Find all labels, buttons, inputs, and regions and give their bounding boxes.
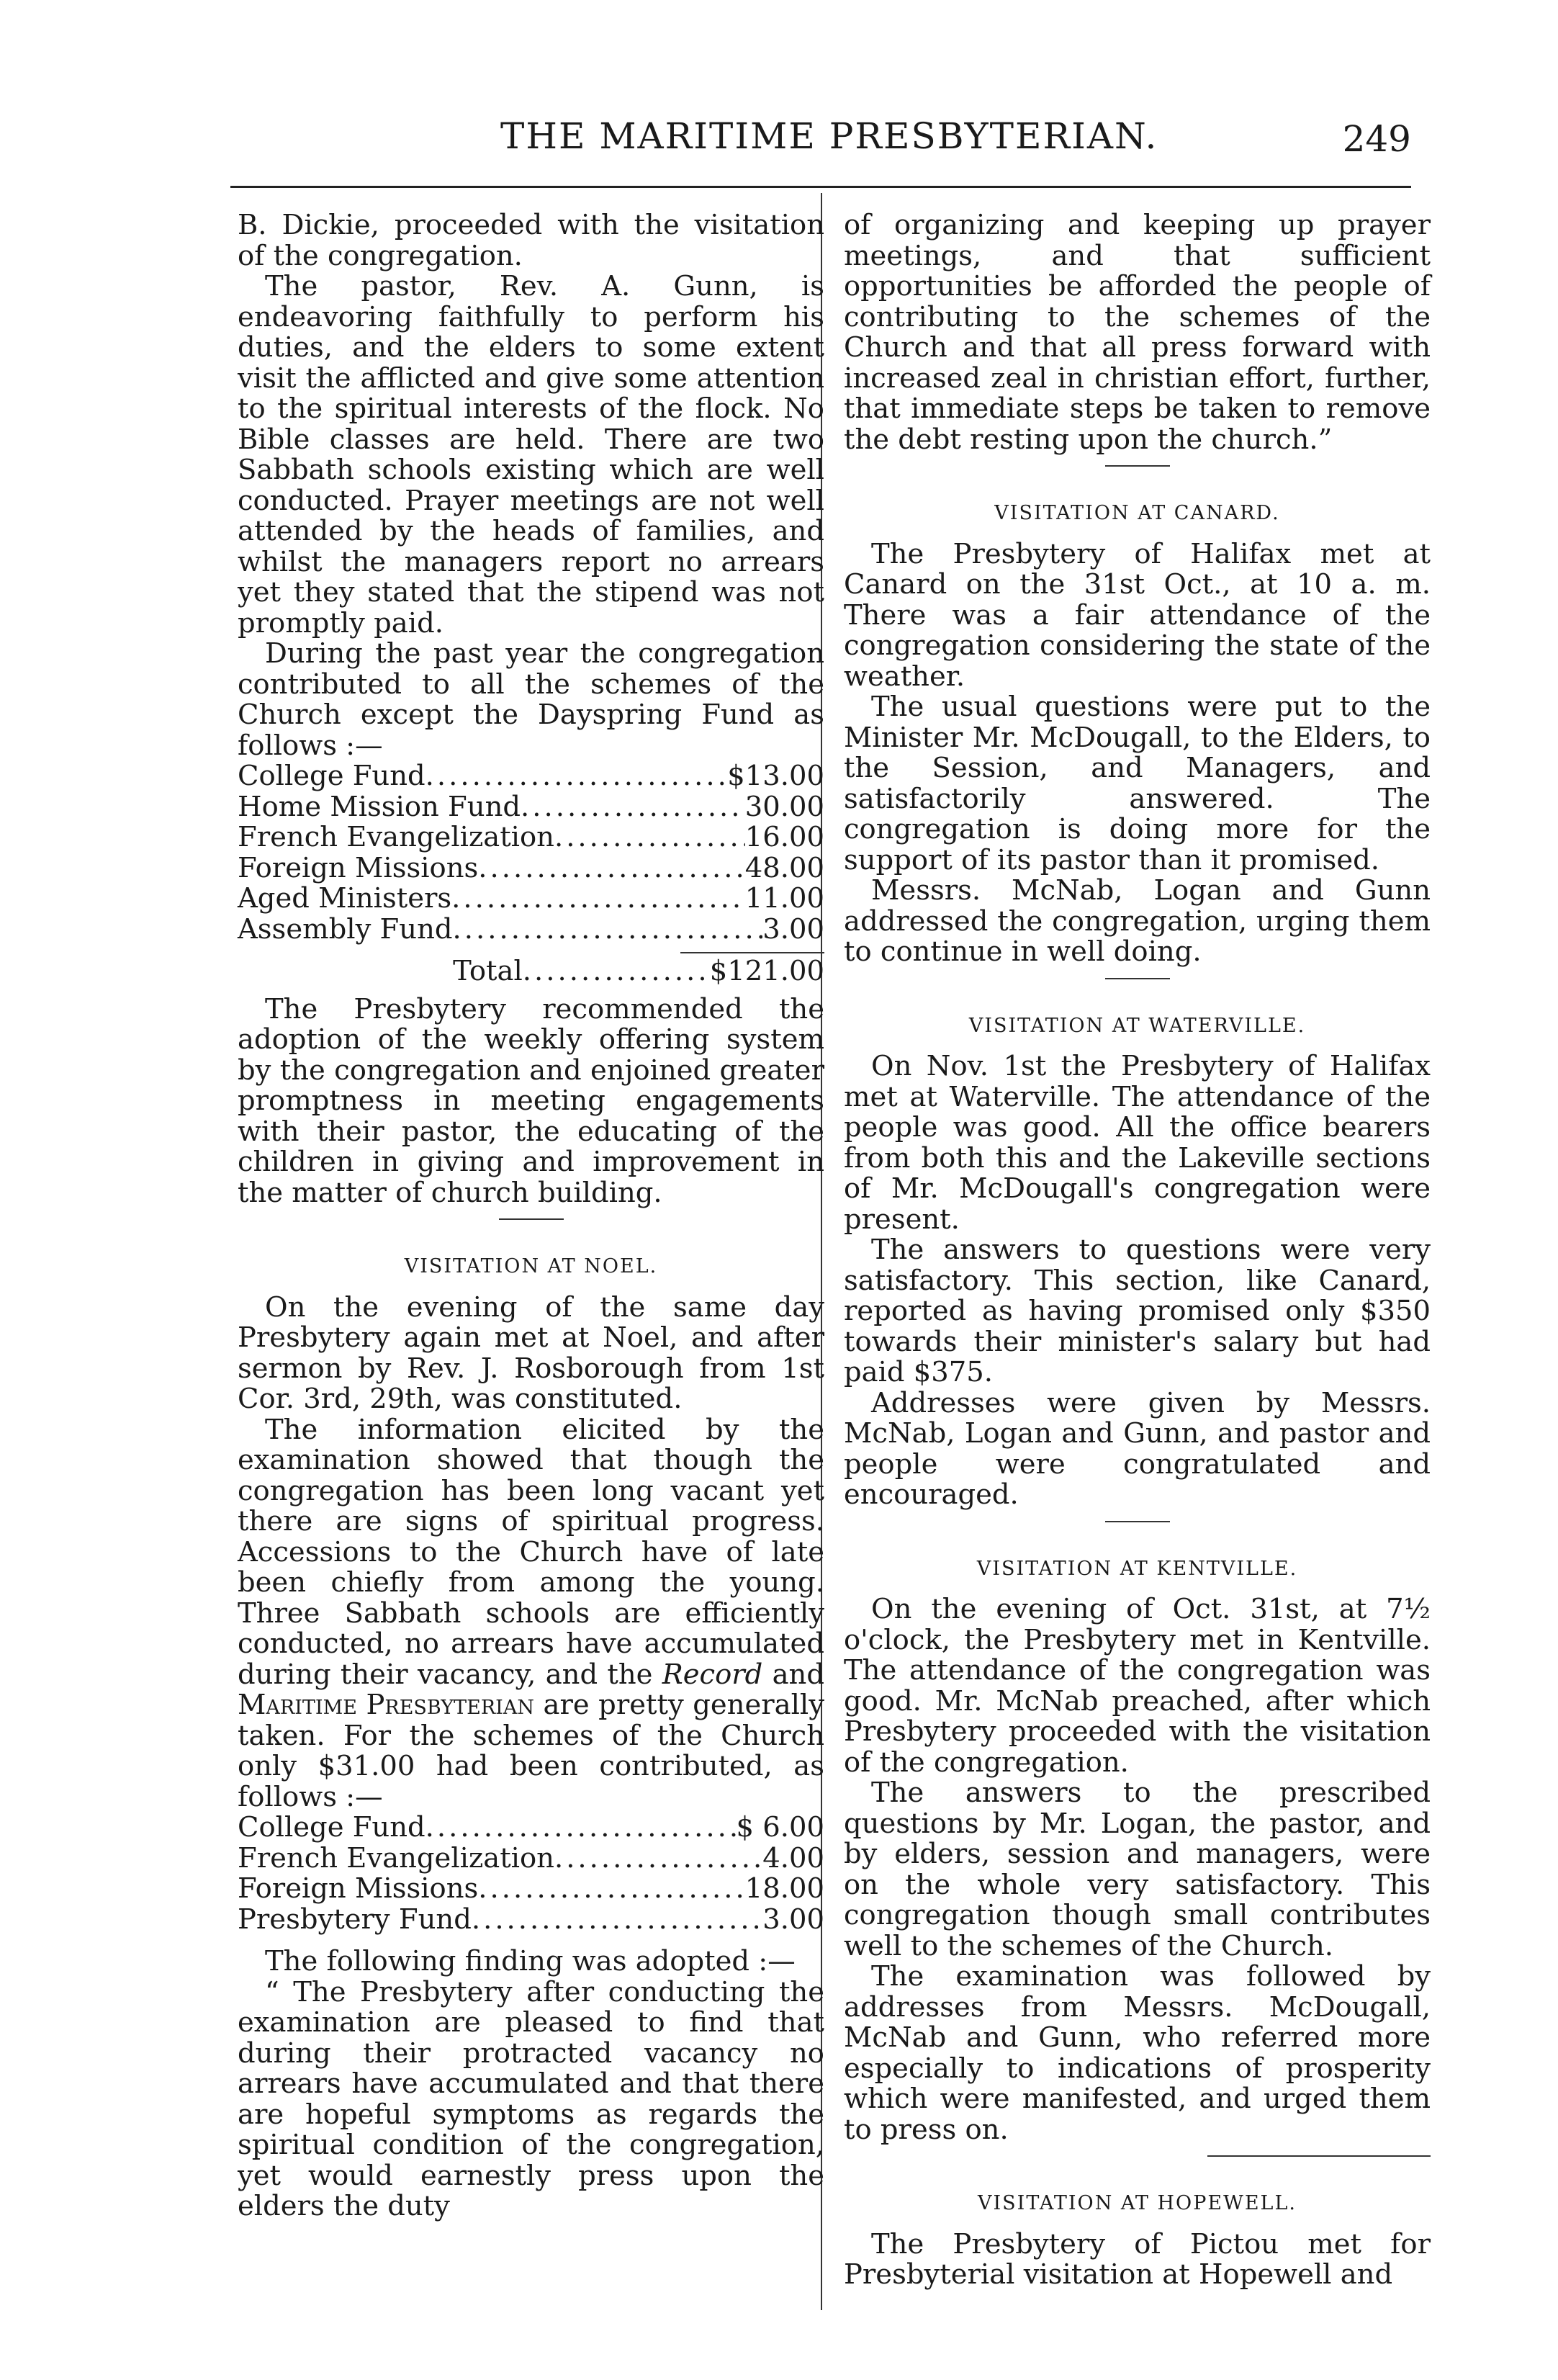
section-heading: VISITATION AT HOPEWELL.: [978, 2192, 1297, 2214]
paragraph: The pastor, Rev. A. Gunn, is endeavoring faithfully to perform his duties, and the elders to some extent visit the afflicted and give some attention to the spiritual interests of the flock. No Bible classes are held. There are two Sabbath schools existing which are well conducted. Prayer meetings are not well attended by the heads of families, and whilst the managers report no arrears yet they stated that the stipend was not promptly paid.: [238, 270, 824, 639]
text-run: The information elicited by the examination showed that though the congregation has been long vacant yet there are signs of spiritual progress. Accessions to the Church have of late been chiefly from among the young. Three Sabbath schools are efficiently conducted, no arrears have accumulated during their vacancy, and the: [238, 1413, 824, 1691]
paragraph: Messrs. McNab, Logan and Gunn addressed the congregation, urging them to continue in well doing.: [844, 874, 1431, 968]
paragraph: The Presbytery recommended the adoption of the weekly offering system by the congregation and enjoined greater promptness in meeting engagements with their pastor, the educating of the children in giving and improvement in the matter of church building.: [238, 992, 824, 1209]
list-item: [238, 761, 824, 792]
list-item: [238, 853, 824, 884]
item-label: Home Mission Fund: [238, 790, 521, 823]
item-amount: 4.00: [762, 1841, 824, 1874]
paragraph: On the evening of Oct. 31st, at 7½ o'clock, the Presbytery met in Kentville. The attendance of the congregation was good. Mr. McNab preached, after which Presbytery proceeded with the visitation of the congregation.: [844, 1593, 1431, 1779]
paragraph: The examination was followed by addresses from Messrs. McDougall, McNab and Gunn, who referred more especially to indications of prosperity which were manifested, and urged them to press on.: [844, 1960, 1431, 2146]
page-number: 249: [1342, 118, 1411, 160]
text-run: are pretty generally taken. For the schemes of the Church only $31.00 had been contributed, as follows :—: [238, 1689, 824, 1813]
paragraph: of organizing and keeping up prayer meetings, and that sufficient opportunities be afforded the people of contributing to the schemes of the Church and that all press forward with increased zeal in christian effort, further, that immediate steps be taken to remove the debt resting upon the church.”: [844, 209, 1431, 456]
paragraph: During the past year the congregation contributed to all the schemes of the Church except the Dayspring Fund as follows :—: [238, 637, 824, 762]
publication-name: Record: [662, 1658, 763, 1691]
paragraph: On the evening of the same day Presbytery again met at Noel, and after sermon by Rev. J. Rosborough from 1st Cor. 3rd, 29th, was constituted.: [238, 1290, 824, 1415]
list-item: [238, 822, 824, 853]
item-label: Foreign Missions: [238, 851, 479, 884]
item-amount: 16.00: [744, 821, 824, 853]
section-heading: VISITATION AT NOEL.: [404, 1255, 658, 1277]
total-amount: $121.00: [709, 955, 824, 987]
paragraph: The Presbytery of Halifax met at Canard on the 31st Oct., at 10 a. m. There was a fair attendance of the congregation considering the state of the weather.: [844, 537, 1431, 693]
section-heading: VISITATION AT WATERVILLE.: [968, 1014, 1306, 1037]
section-rule: [499, 1218, 564, 1220]
contributions-list: [238, 1813, 824, 1935]
item-label: College Fund: [238, 1811, 425, 1844]
item-amount: 3.00: [762, 912, 824, 946]
list-item: [238, 1841, 824, 1874]
section-rule: [1105, 465, 1170, 467]
section-heading: VISITATION AT CANARD.: [994, 502, 1280, 524]
item-amount: 18.00: [744, 1872, 824, 1905]
total-label: Total: [453, 955, 523, 987]
item-amount: 11.00: [744, 882, 824, 915]
list-item: [238, 912, 824, 946]
item-label: Foreign Missions: [238, 1872, 479, 1905]
item-label: Presbytery Fund: [238, 1903, 472, 1936]
running-header: [216, 115, 1411, 173]
left-column: [238, 210, 824, 2222]
item-label: Assembly Fund: [238, 912, 453, 946]
list-item: [238, 884, 824, 915]
paragraph: The Presbytery of Pictou met for Presbyterial visitation at Hopewell and: [844, 2227, 1431, 2291]
total-rule: [680, 952, 824, 953]
paragraph: The usual questions were put to the Minister Mr. McDougall, to the Elders, to the Session, and Managers, and satisfactorily answered. The congregation is doing more for the support of its pastor than it promised.: [844, 691, 1431, 876]
item-amount: 3.00: [762, 1903, 824, 1936]
list-item: [238, 792, 824, 823]
header-rule: [230, 186, 1411, 188]
section-heading: VISITATION AT KENTVILLE.: [976, 1557, 1298, 1580]
paragraph: The answers to questions were very satisfactory. This section, like Canard, reported as having promised only $350 towards their minister's salary but had paid $375.: [844, 1234, 1431, 1388]
list-item: [238, 1905, 824, 1936]
right-column: [844, 210, 1431, 2291]
contributions-list: [238, 761, 824, 987]
list-item: [238, 1813, 824, 1844]
paragraph: The following finding was adopted :—: [265, 1945, 796, 1977]
item-label: College Fund: [238, 760, 425, 792]
item-label: French Evangelization: [238, 821, 554, 853]
paragraph: On Nov. 1st the Presbytery of Halifax met at Waterville. The attendance of the people was good. All the office bearers from both this and the Lakeville sections of Mr. McDougall's congregation were present.: [844, 1050, 1431, 1236]
section-rule: [1207, 2155, 1431, 2157]
paragraph: Addresses were given by Messrs. McNab, Logan and Gunn, and pastor and people were congratulated and encouraged.: [844, 1386, 1431, 1511]
item-amount: $ 6.00: [736, 1811, 824, 1844]
list-item: [238, 1874, 824, 1905]
section-rule: [1105, 978, 1170, 979]
paragraph: The answers to the prescribed questions by Mr. Logan, the pastor, and by elders, session and managers, were on the whole very satisfactory. This congregation though small contributes well to the schemes of the Church.: [844, 1777, 1431, 1962]
item-amount: 30.00: [744, 790, 824, 823]
item-amount: $13.00: [727, 760, 824, 792]
publication-name: Maritime Presbyterian: [238, 1689, 534, 1721]
item-label: French Evangelization: [238, 1841, 554, 1874]
journal-title: THE MARITIME PRESBYTERIAN.: [500, 115, 1158, 157]
text-run: and: [762, 1658, 824, 1691]
item-amount: 48.00: [744, 851, 824, 884]
item-label: Aged Ministers: [238, 882, 452, 915]
section-rule: [1105, 1521, 1170, 1522]
quoted-finding: “ The Presbytery after conducting the examination are pleased to find that during their protracted vacancy no arrears have accumulated and that there are hopeful symptoms as regards the spiritual condition of the congregation, yet would earnestly press upon the elders the duty: [238, 1975, 824, 2222]
total-line: [238, 956, 824, 987]
paragraph: B. Dickie, proceeded with the visitation of the congregation.: [238, 209, 824, 272]
paragraph: [238, 1415, 824, 1813]
